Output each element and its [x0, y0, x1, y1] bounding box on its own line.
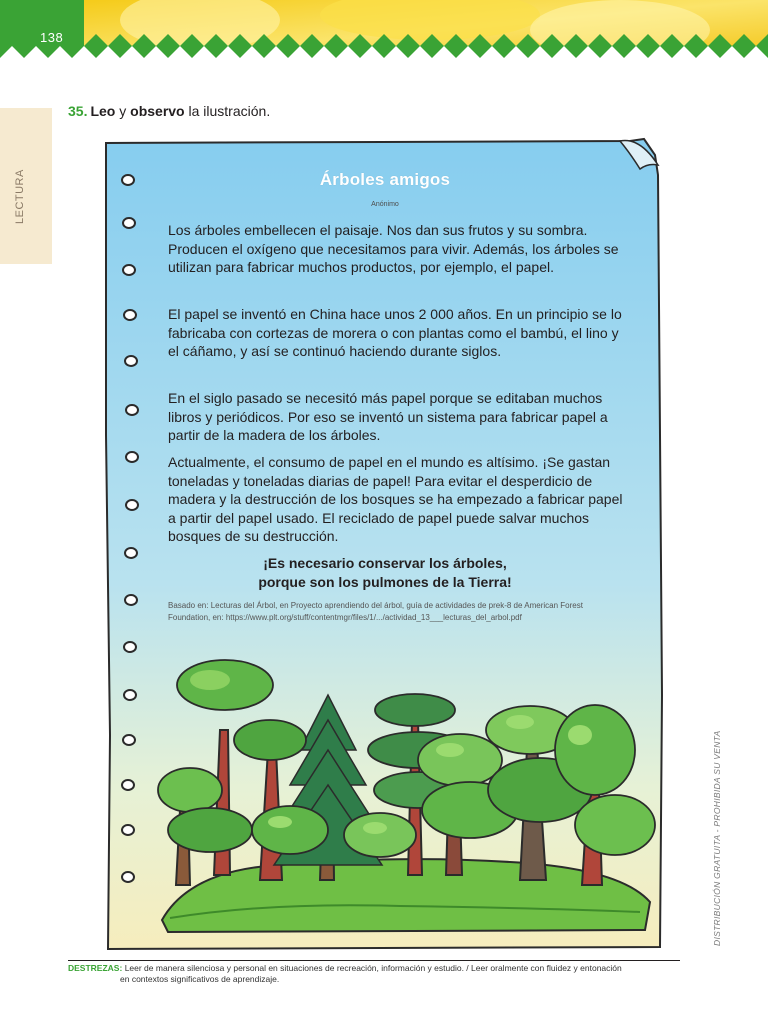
story-author: Anónimo	[371, 201, 399, 208]
story-paragraph-4: Actualmente, el consumo de papel en el mundo es altísimo. ¡Se gastan toneladas y toneladas diarias de papel! Para evitar el desperdicio de madera y la destrucción de los bosques se ha empezado a fabricar papel a partir del papel usado. El reciclado de papel puede salvar muchos bosques de su destrucción.	[168, 454, 623, 544]
story-callout	[200, 554, 570, 592]
page-number: 138	[40, 30, 64, 45]
section-tab	[0, 108, 52, 264]
distribution-note: DISTRIBUCIÓN GRATUITA - PROHIBIDA SU VENTA	[712, 730, 722, 946]
forest-illustration	[150, 640, 660, 940]
heading-verb-2: observo	[130, 103, 185, 119]
story-paragraph-1: Los árboles embellecen el paisaje. Nos dan sus frutos y su sombra. Producen el oxígeno que necesitamos para vivir. Además, los árboles se utilizan para fabricar muchos productos, por ejemplo, el papel.	[168, 222, 619, 275]
skills-text-line-2: en contextos significativos de aprendizaje.	[120, 974, 280, 984]
heading-verb-1: Leo	[90, 103, 116, 119]
story-paragraph-3: En el siglo pasado se necesitó más papel porque se editaban muchos libros y periódicos. Por eso se inventó un sistema para fabricar papel a partir de la madera de los árboles.	[168, 390, 608, 443]
footer-divider	[68, 960, 680, 961]
story-title: Árboles amigos	[319, 170, 451, 189]
activity-heading	[68, 103, 270, 119]
callout-line-1: ¡Es necesario conservar los árboles,	[263, 555, 507, 571]
story-paragraph-2: El papel se inventó en China hace unos 2 000 años. En un principio se lo fabricaba con cortezas de morera o con plantas como el bambú, el lino y el cáñamo, y así se continuó haciendo durante siglos.	[168, 306, 622, 359]
section-tab-label: LECTURA	[14, 169, 26, 224]
callout-line-2: porque son los pulmones de la Tierra!	[258, 574, 512, 590]
heading-rest: la ilustración.	[184, 103, 271, 119]
skills-footer	[68, 963, 688, 985]
skills-text-line-1: Leer de manera silenciosa y personal en situaciones de recreación, información y estudio. / Leer oralmente con fluidez y entonación	[124, 963, 622, 973]
skills-label: DESTREZAS:	[68, 963, 123, 973]
activity-number: 35.	[68, 103, 88, 119]
source-citation: Basado en: Lecturas del Árbol, en Proyecto aprendiendo del árbol, guía de actividades de prek-8 de American Forest Foundation, en: https://www.plt.org/stuff/contentmgr/files/1/.../actividad_13___lecturas_del_arbol.pdf	[168, 601, 583, 622]
top-banner	[0, 0, 768, 70]
heading-connector: y	[115, 103, 131, 119]
